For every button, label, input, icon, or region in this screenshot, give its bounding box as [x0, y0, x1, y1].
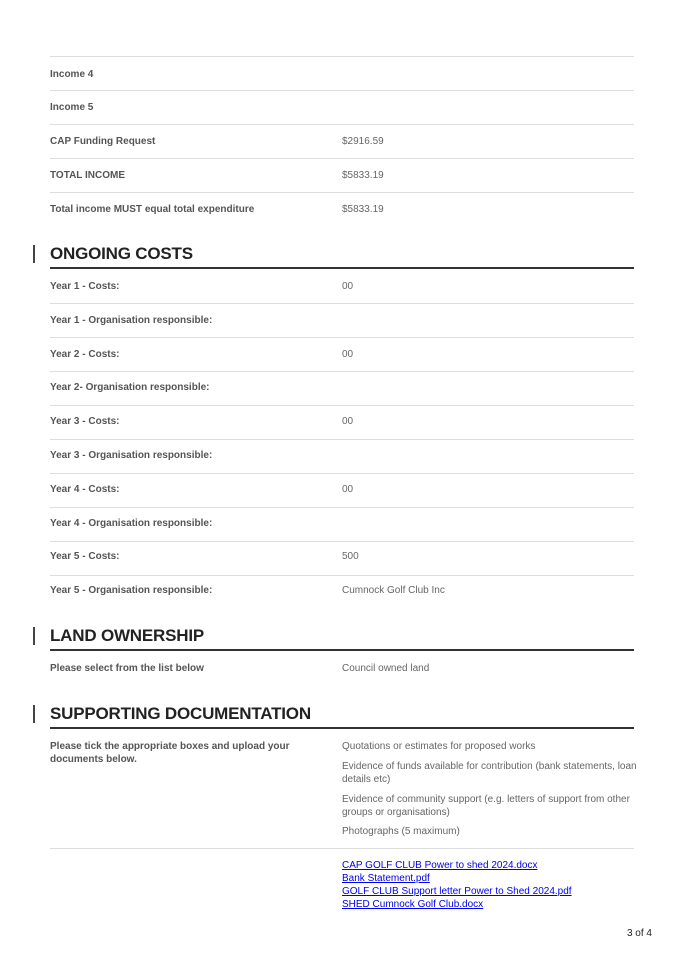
- file-link[interactable]: Bank Statement.pdf: [342, 873, 430, 884]
- row-value: 500: [342, 551, 359, 562]
- section-marker: [33, 705, 35, 723]
- section-marker: [33, 627, 35, 645]
- section-title-land-ownership: LAND OWNERSHIP: [50, 626, 204, 645]
- row-label: TOTAL INCOME: [50, 170, 125, 181]
- row-label: CAP Funding Request: [50, 136, 156, 147]
- table-row: [50, 192, 634, 226]
- table-row: [50, 575, 634, 609]
- table-row: [50, 337, 634, 371]
- section-title-supporting-documentation: SUPPORTING DOCUMENTATION: [50, 704, 311, 723]
- list-item: Photographs (5 maximum): [342, 826, 460, 837]
- land-ownership-label: Please select from the list below: [50, 663, 204, 674]
- list-item: Evidence of community support (e.g. letters of support from other groups or organisations): [342, 794, 630, 818]
- row-value: $5833.19: [342, 170, 384, 181]
- row-label: Year 4 - Organisation responsible:: [50, 518, 213, 529]
- uploaded-files-list: [342, 859, 572, 911]
- row-value: 00: [342, 484, 354, 495]
- row-value: $2916.59: [342, 136, 384, 147]
- row-label: Total income MUST equal total expenditure: [50, 204, 255, 215]
- table-row: [50, 507, 634, 541]
- table-row: [50, 90, 634, 124]
- row-value: Cumnock Golf Club Inc: [342, 585, 445, 596]
- table-row: [50, 56, 634, 90]
- table-row: [50, 371, 634, 405]
- list-item: Evidence of funds available for contribution (bank statements, loan details etc): [342, 761, 637, 785]
- table-row: [50, 541, 634, 575]
- table-row: [50, 405, 634, 439]
- row-label: Year 5 - Costs:: [50, 551, 120, 562]
- supporting-documentation-label: Please tick the appropriate boxes and upload your documents below.: [50, 741, 290, 765]
- file-link[interactable]: CAP GOLF CLUB Power to shed 2024.docx: [342, 860, 538, 871]
- row-label: Year 1 - Organisation responsible:: [50, 315, 213, 326]
- table-row: [50, 303, 634, 337]
- row-label: Year 1 - Costs:: [50, 281, 120, 292]
- row-label: Income 4: [50, 69, 94, 80]
- divider: [50, 848, 634, 849]
- section-marker: [33, 245, 35, 263]
- table-row: [50, 439, 634, 473]
- row-value: 00: [342, 281, 354, 292]
- list-item: Quotations or estimates for proposed works: [342, 741, 536, 752]
- page-number: 3 of 4: [626, 928, 652, 939]
- row-value: 00: [342, 349, 354, 360]
- table-row: [50, 269, 634, 303]
- row-value: 00: [342, 416, 354, 427]
- row-label: Year 5 - Organisation responsible:: [50, 585, 213, 596]
- file-link[interactable]: SHED Cumnock Golf Club.docx: [342, 899, 484, 910]
- row-label: Year 3 - Costs:: [50, 416, 120, 427]
- section-title-ongoing-costs: ONGOING COSTS: [50, 244, 193, 263]
- file-link[interactable]: GOLF CLUB Support letter Power to Shed 2024.pdf: [342, 886, 572, 897]
- table-row: [50, 473, 634, 507]
- row-label: Year 4 - Costs:: [50, 484, 120, 495]
- row-value: $5833.19: [342, 204, 384, 215]
- row-label: Year 2 - Costs:: [50, 349, 120, 360]
- section-rule: [50, 649, 634, 651]
- land-ownership-value: Council owned land: [342, 663, 430, 674]
- row-label: Year 2- Organisation responsible:: [50, 382, 210, 393]
- row-label: Income 5: [50, 102, 94, 113]
- table-row: [50, 158, 634, 192]
- row-label: Year 3 - Organisation responsible:: [50, 450, 213, 461]
- section-rule: [50, 727, 634, 729]
- table-row: [50, 124, 634, 158]
